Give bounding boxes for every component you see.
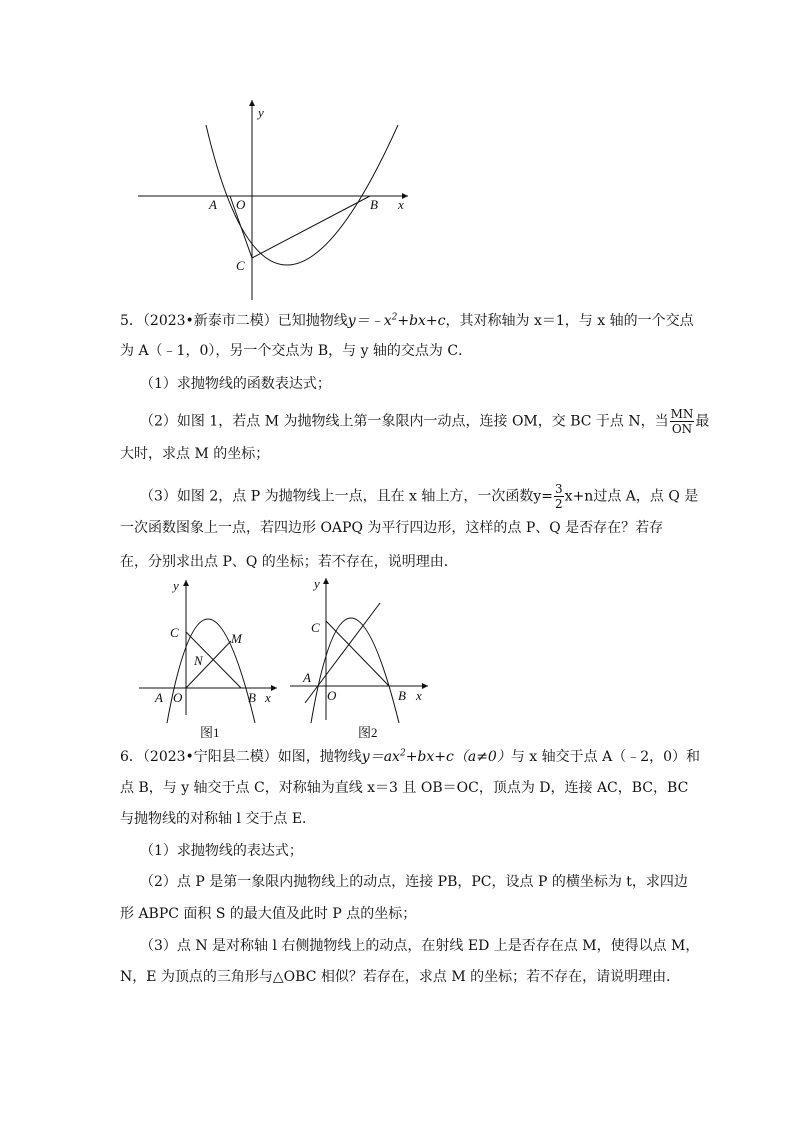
q6-line-2: 点 B，与 y 轴交于点 C，对称轴为直线 x＝3 且 OB＝OC，顶点为 D，连接 AC，BC，BC xyxy=(120,780,689,796)
fig1-caption: 图1 xyxy=(200,725,220,740)
q6-part-1: （1）求抛物线的表达式； xyxy=(140,843,303,859)
fig1-label-m: M xyxy=(231,631,242,646)
q5-part-2-cont: 大时，求点 M 的坐标； xyxy=(120,446,270,462)
fig2-label-c: C xyxy=(311,620,320,635)
label-c: C xyxy=(236,258,245,273)
fig1-label-b: B xyxy=(248,690,256,705)
label-a: A xyxy=(209,197,217,212)
fig2-label-y: y xyxy=(314,576,320,591)
q6-line-1-text-b: 与 x 轴交于点 A（﹣2，0）和 xyxy=(510,749,701,765)
q5-formula-part: y＝﹣x xyxy=(347,313,392,329)
label-x: x xyxy=(398,197,404,212)
q6-part-3: （3）点 N 是对称轴 l 右侧抛物线上的动点，在射线 ED 上是否存在点 M，使得以点 M， xyxy=(140,938,700,954)
fig2-label-b: B xyxy=(398,688,406,703)
q5-formula-sup: 2 xyxy=(391,312,398,323)
parabola-curve xyxy=(206,125,398,265)
fig2-label-a: A xyxy=(303,670,311,685)
fig1-label-c: C xyxy=(170,625,179,640)
label-o: O xyxy=(236,197,246,212)
q5-formula-part2: +bx+c xyxy=(397,313,446,329)
q6-line-3: 与抛物线的对称轴 l 交于点 E． xyxy=(120,811,317,827)
q5-fraction-num: MN xyxy=(670,407,694,421)
figure-1 xyxy=(135,575,285,740)
q5-line-2: 为 A（﹣1，0），另一个交点为 B，与 y 轴的交点为 C． xyxy=(120,343,473,359)
q5-formula xyxy=(348,313,446,329)
q6-part-2: （2）点 P 是第一象限内抛物线上的动点，连接 PB，PC，设点 P 的横坐标为 t，求四边 xyxy=(140,874,688,890)
q5-part-3-y: y= xyxy=(533,488,554,505)
q5-part-3-cont-1: 一次函数图象上一点，若四边形 OAPQ 为平行四边形，这样的点 P、Q 是否存在？若存 xyxy=(120,520,664,536)
q6-part-3-cont: N，E 为顶点的三角形与△OBC 相似？若存在，求点 M 的坐标；若不存在，请说明理由． xyxy=(120,969,681,985)
fig2-label-x: x xyxy=(416,688,422,703)
q5-fraction-den: ON xyxy=(671,422,693,436)
q5-part-2 xyxy=(140,407,709,436)
q6-line-1-text: 6．（2023•宁阳县二模）如图，抛物线 xyxy=(120,749,362,765)
q5-fraction-3: 3 xyxy=(555,482,563,496)
q5-fraction-mn-on xyxy=(670,407,695,436)
q5-part-3-expr: x+n xyxy=(564,488,594,505)
fig2-segment-cb xyxy=(326,621,389,686)
label-b: B xyxy=(370,197,378,212)
q6-formula-sup: 2 xyxy=(399,748,406,759)
q5-line-1 xyxy=(120,311,694,331)
q6-part-2-cont: 形 ABPC 面积 S 的最大值及此时 P 点的坐标； xyxy=(120,906,417,922)
fig2-label-o: O xyxy=(327,688,337,703)
fig1-label-o: O xyxy=(173,690,183,705)
q5-part-2-text-b: 最 xyxy=(695,413,710,430)
fig1-label-n: N xyxy=(194,653,203,668)
fig1-label-y: y xyxy=(173,578,179,593)
q6-formula-part2: +bx+c（a≠0） xyxy=(405,749,511,765)
q5-part-3 xyxy=(140,482,698,511)
segment-bc xyxy=(252,196,370,258)
figure-top xyxy=(130,95,420,305)
q5-part-3-cont-2: 在，分别求出点 P、Q 的坐标；若不存在，说明理由． xyxy=(120,554,458,570)
q5-line-1-text-b: ，其对称轴为 x＝1，与 x 轴的一个交点 xyxy=(445,313,694,329)
label-y: y xyxy=(258,105,264,120)
fig1-segment-om xyxy=(186,641,231,688)
q6-formula xyxy=(362,749,511,765)
q6-line-1 xyxy=(120,747,700,767)
q5-line-1-text: 5．（2023•新泰市二模）已知抛物线 xyxy=(120,313,348,329)
q5-fraction-3-2 xyxy=(554,482,564,511)
q5-part-2-text: （2）如图 1，若点 M 为抛物线上第一象限内一动点，连接 OM，交 BC 于点 N，当 xyxy=(140,413,669,430)
q6-formula-part: y＝ax xyxy=(361,749,400,765)
fig2-caption: 图2 xyxy=(358,725,378,740)
fig1-label-a: A xyxy=(155,690,163,705)
q5-part-3-text-b: 过点 A，点 Q 是 xyxy=(593,488,699,505)
q5-part-1: （1）求抛物线的函数表达式； xyxy=(140,376,331,392)
fig2-parabola xyxy=(311,618,399,723)
fig1-label-x: x xyxy=(265,690,271,705)
fig2-linear-function xyxy=(305,603,380,703)
figure-2 xyxy=(288,575,438,740)
q5-fraction-2: 2 xyxy=(555,497,563,511)
q5-part-3-text: （3）如图 2，点 P 为抛物线上一点，且在 x 轴上方，一次函数 xyxy=(140,488,534,505)
